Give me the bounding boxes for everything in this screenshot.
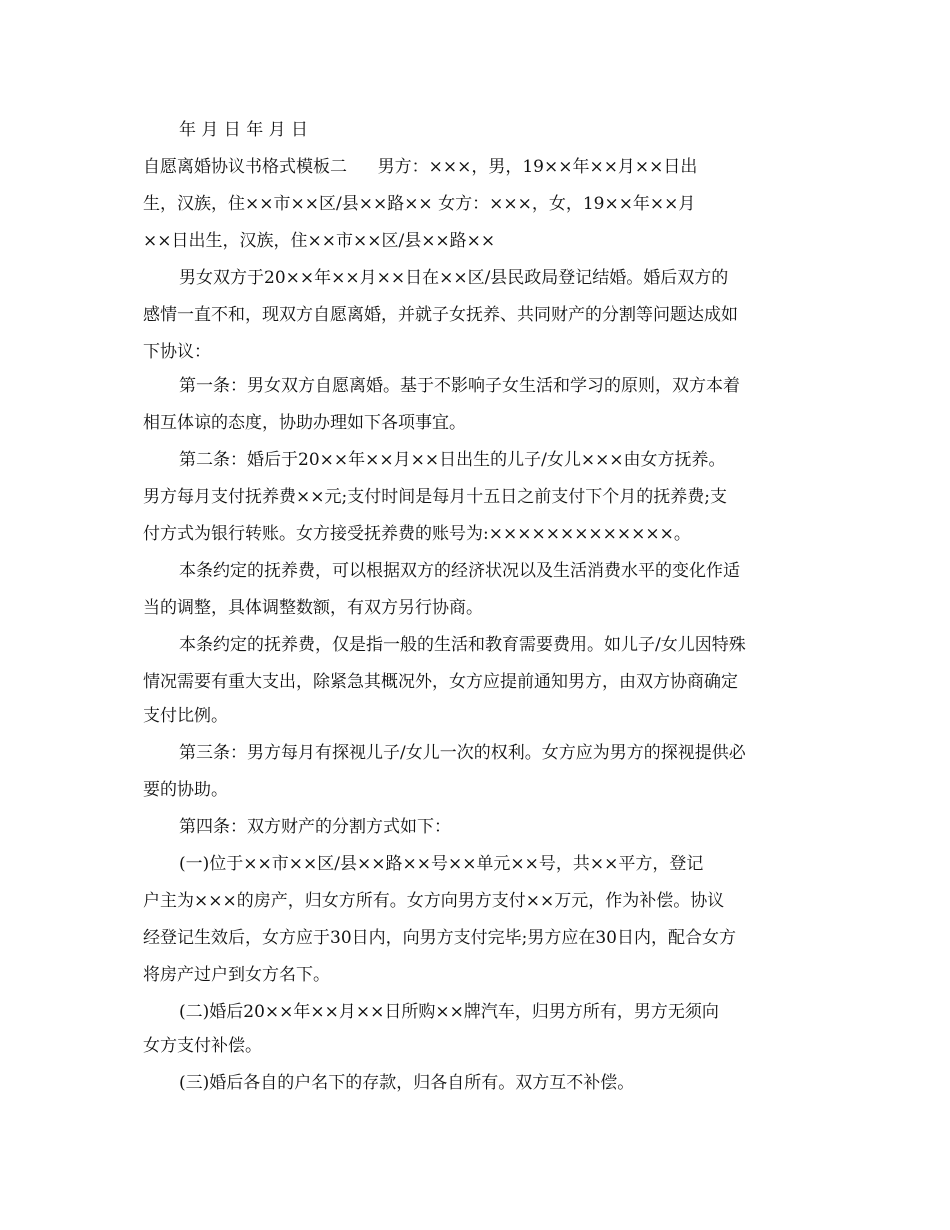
paragraph-line: 第二条：婚后于20××年××月××日出生的儿子/女儿×××由女方抚养。 [179, 450, 726, 470]
paragraph-line: 第三条：男方每月有探视儿子/女儿一次的权利。女方应为男方的探视提供必 [179, 743, 746, 763]
document-title: 自愿离婚协议书格式模板二 [143, 157, 347, 177]
paragraph-line: (一)位于××市××区/县××路××号××单元××号，共××平方，登记 [179, 854, 704, 874]
paragraph-line: 男女双方于20××年××月××日在××区/县民政局登记结婚。婚后双方的 [179, 268, 729, 288]
paragraph-line: 男方每月支付抚养费××元;支付时间是每月十五日之前支付下个月的抚养费;支 [143, 487, 727, 507]
paragraph-line: 第四条：双方财产的分割方式如下： [179, 817, 451, 837]
paragraph-line: 经登记生效后，女方应于30日内，向男方支付完毕;男方应在30日内，配合女方 [143, 928, 736, 948]
paragraph-line: 户主为×××的房产，归女方所有。女方向男方支付××万元，作为补偿。协议 [143, 891, 725, 911]
paragraph-line: ××日出生，汉族，住××市××区/县××路×× [143, 231, 496, 251]
paragraph-line: 情况需要有重大支出，除紧急其概况外，女方应提前通知男方，由双方协商确定 [143, 672, 738, 692]
paragraph-line: 本条约定的抚养费，可以根据双方的经济状况以及生活消费水平的变化作适 [179, 561, 740, 581]
paragraph-line: 下协议： [143, 342, 211, 362]
paragraph-line: 女方支付补偿。 [143, 1036, 262, 1056]
paragraph-line: 生，汉族，住××市××区/县××路×× 女方：×××，女，19××年××月 [143, 194, 696, 214]
paragraph-line: 第一条：男女双方自愿离婚。基于不影响子女生活和学习的原则，双方本着 [179, 376, 740, 396]
paragraph-line: 当的调整，具体调整数额，有双方另行协商。 [143, 598, 483, 618]
date-line: 年 月 日 年 月 日 [179, 120, 309, 140]
paragraph-line: 本条约定的抚养费，仅是指一般的生活和教育需要费用。如儿子/女儿因特殊 [179, 635, 746, 655]
paragraph-line: 付方式为银行转账。女方接受抚养费的账号为:×××××××××××××。 [143, 524, 691, 544]
paragraph-line: 支付比例。 [143, 706, 228, 726]
paragraph-line: 要的协助。 [143, 780, 228, 800]
paragraph-line: 将房产过户到女方名下。 [143, 965, 330, 985]
paragraph-line: 相互体谅的态度，协助办理如下各项事宜。 [143, 413, 466, 433]
paragraph-line: (三)婚后各自的户名下的存款，归各自所有。双方互不补偿。 [179, 1073, 635, 1093]
title-line [143, 155, 823, 179]
male-party-info: 男方：×××，男，19××年××月××日出 [377, 157, 698, 177]
paragraph-line: 感情一直不和，现双方自愿离婚，并就子女抚养、共同财产的分割等问题达成如 [143, 305, 738, 325]
paragraph-line: (二)婚后20××年××月××日所购××牌汽车，归男方所有，男方无须向 [179, 1002, 719, 1022]
